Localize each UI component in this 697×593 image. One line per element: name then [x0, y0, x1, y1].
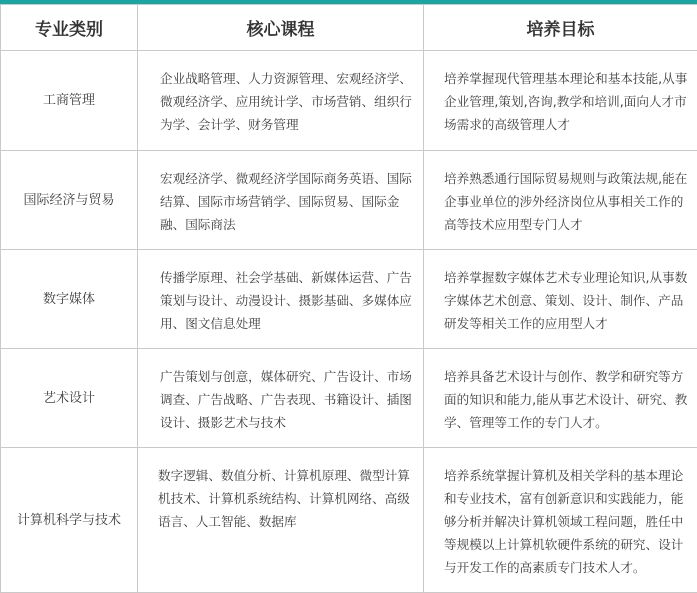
goals-cell: 培养熟悉通行国际贸易规则与政策法规,能在企事业单位的涉外经济岗位从事相关工作的高等技术应用型专门人才 [424, 151, 697, 250]
category-cell: 国际经济与贸易 [1, 151, 138, 250]
majors-table [0, 4, 697, 593]
category-cell: 数字媒体 [1, 250, 138, 349]
category-cell: 艺术设计 [1, 349, 138, 448]
header-category: 专业类别 [1, 5, 138, 51]
header-goals: 培养目标 [424, 5, 697, 51]
courses-cell: 宏观经济学、微观经济学国际商务英语、国际结算、国际市场营销学、国际贸易、国际金融、国际商法 [138, 151, 424, 250]
table-row [1, 151, 697, 250]
table-body [1, 51, 697, 593]
table-row [1, 448, 697, 593]
table-row [1, 250, 697, 349]
header-row [1, 5, 697, 51]
table-row [1, 349, 697, 448]
courses-cell: 广告策划与创意，媒体研究、广告设计、市场调查、广告战略、广告表现、书籍设计、插图设计、摄影艺术与技术 [138, 349, 424, 448]
header-courses: 核心课程 [138, 5, 424, 51]
table-header [1, 5, 697, 51]
courses-cell: 企业战略管理、人力资源管理、宏观经济学、微观经济学、应用统计学、市场营销、组织行为学、会计学、财务管理 [138, 51, 424, 151]
table-row [1, 51, 697, 151]
courses-cell: 传播学原理、社会学基础、新媒体运营、广告策划与设计、动漫设计、摄影基础、多媒体应用、图文信息处理 [138, 250, 424, 349]
category-cell: 计算机科学与技术 [1, 448, 138, 593]
goals-cell: 培养具备艺术设计与创作、教学和研究等方面的知识和能力,能从事艺术设计、研究、教学、管理等工作的专门人才。 [424, 349, 697, 448]
courses-cell: 数字逻辑、数值分析、计算机原理、微型计算机技术、计算机系统结构、计算机网络、高级语言、人工智能、数据库 [138, 448, 424, 593]
category-cell: 工商管理 [1, 51, 138, 151]
goals-cell: 培养系统掌握计算机及相关学科的基本理论和专业技术，富有创新意识和实践能力，能够分析并解决计算机领域工程问题，胜任中等规模以上计算机软硬件系统的研究、设计与开发工作的高素质专门技术人才。 [424, 448, 697, 593]
goals-cell: 培养掌握数字媒体艺术专业理论知识,从事数字媒体艺术创意、策划、设计、制作、产品研发等相关工作的应用型人才 [424, 250, 697, 349]
goals-cell: 培养掌握现代管理基本理论和基本技能,从事企业管理,策划,咨询,教学和培训,面向人才市场需求的高级管理人才 [424, 51, 697, 151]
